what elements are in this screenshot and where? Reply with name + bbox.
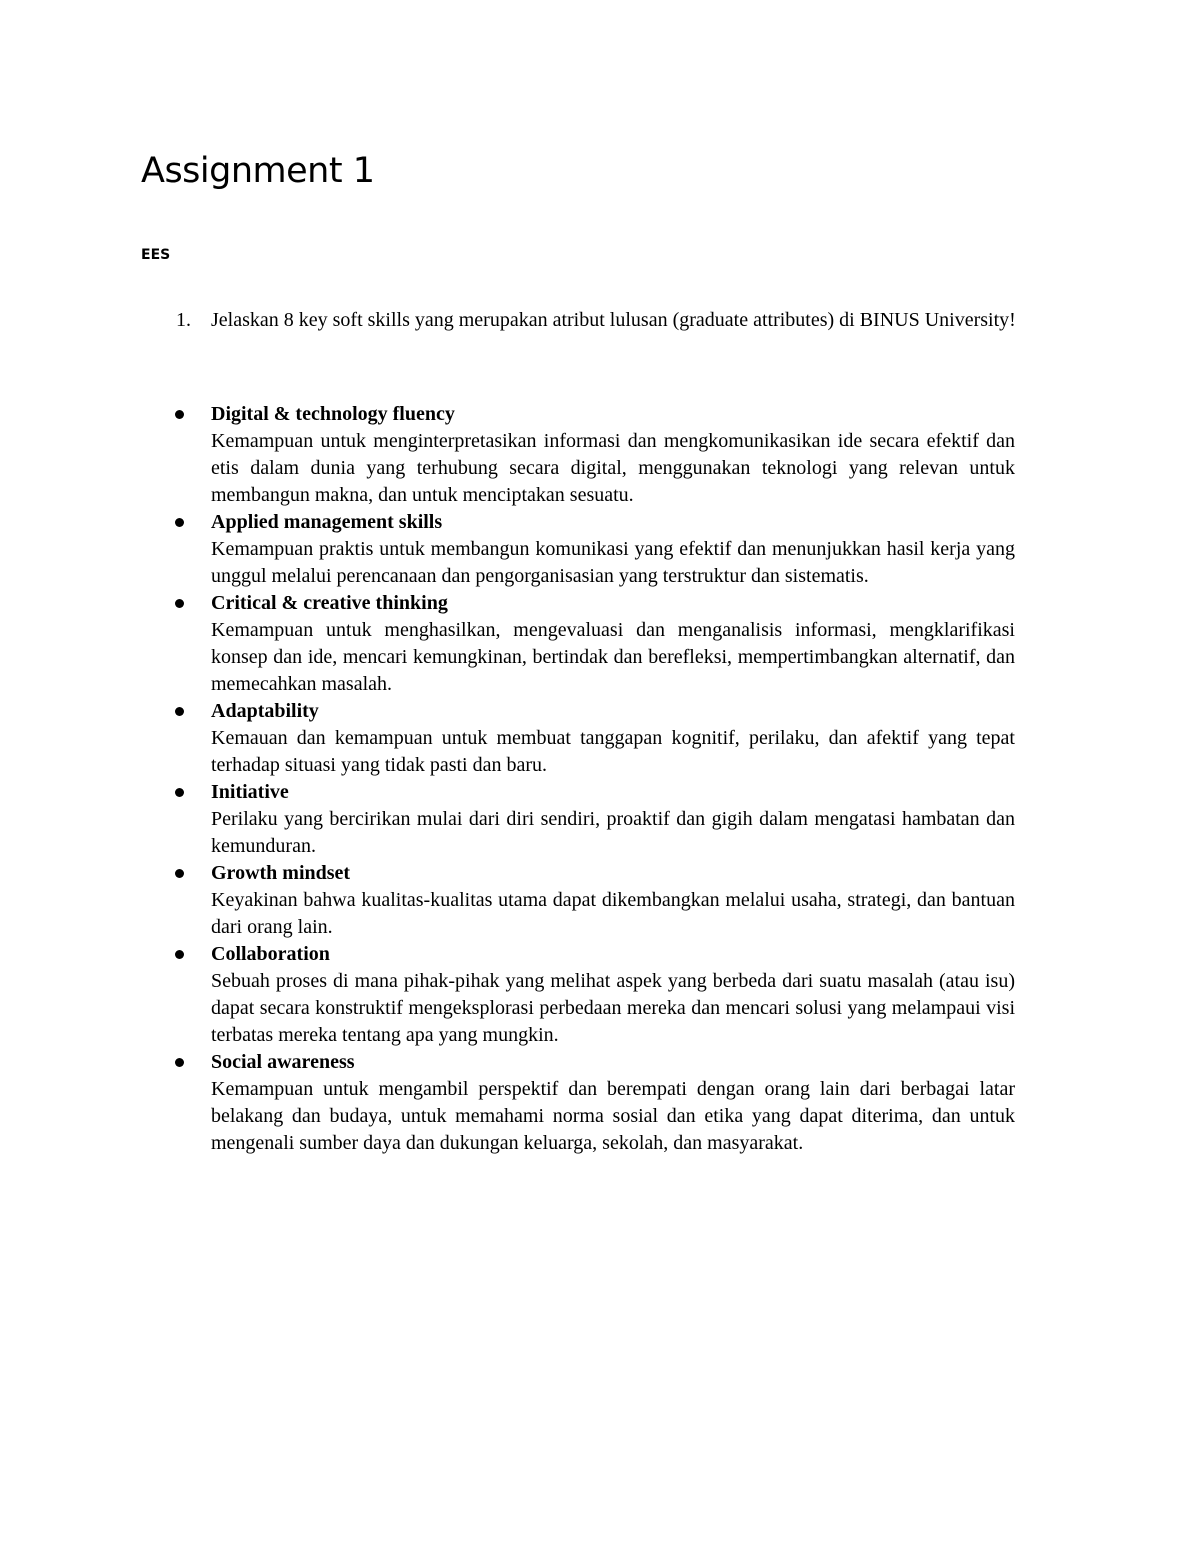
skill-item: [211, 941, 1015, 1049]
skill-item: [211, 1049, 1015, 1157]
skill-name: Growth mindset: [211, 862, 351, 884]
skill-description: Keyakinan bahwa kualitas-kualitas utama dapat dikembangkan melalui usaha, strategi, dan bantuan dari orang lain.: [211, 889, 1015, 938]
skill-name: Applied management skills: [211, 511, 443, 533]
bullet-icon: [175, 788, 184, 797]
skill-item: [211, 779, 1015, 860]
skill-name: Social awareness: [211, 1051, 355, 1073]
skill-description: Kemampuan untuk mengambil perspektif dan berempati dengan orang lain dari berbagai latar belakang dan budaya, untuk memahami norma sosial dan etika yang dapat diterima, dan untuk mengenali sumber daya dan dukungan keluarga, sekolah, dan masyarakat.: [211, 1078, 1015, 1154]
skill-description: Perilaku yang bercirikan mulai dari diri sendiri, proaktif dan gigih dalam mengatasi hambatan dan kemunduran.: [211, 808, 1015, 857]
bullet-icon: [175, 599, 184, 608]
skill-description: Kemampuan untuk menginterpretasikan informasi dan mengkomunikasikan ide secara efektif dan etis dalam dunia yang terhubung secara digital, menggunakan teknologi yang relevan untuk membangun makna, dan untuk menciptakan sesuatu.: [211, 430, 1015, 506]
skill-name: Digital & technology fluency: [211, 403, 455, 425]
skill-description: Sebuah proses di mana pihak-pihak yang melihat aspek yang berbeda dari suatu masalah (atau isu) dapat secara konstruktif mengeksplorasi perbedaan mereka dan mencari solusi yang melampaui visi terbatas mereka tentang apa yang mungkin.: [211, 970, 1015, 1046]
skill-item: [211, 860, 1015, 941]
skill-name: Initiative: [211, 781, 289, 803]
bullet-icon: [175, 1058, 184, 1067]
question-text: Jelaskan 8 key soft skills yang merupakan atribut lulusan (graduate attributes) di BINUS University!: [211, 309, 1016, 331]
bullet-icon: [175, 950, 184, 959]
bullet-icon: [175, 518, 184, 527]
skill-item: [211, 590, 1015, 698]
bullet-icon: [175, 869, 184, 878]
skill-description: Kemampuan untuk menghasilkan, mengevaluasi dan menganalisis informasi, mengklarifikasi konsep dan ide, mencari kemungkinan, bertindak dan berefleksi, mempertimbangkan alternatif, dan memecahkan masalah.: [211, 619, 1015, 695]
skill-name: Adaptability: [211, 700, 319, 722]
skill-item: [211, 698, 1015, 779]
question-item: [176, 299, 1056, 341]
skill-name: Collaboration: [211, 943, 330, 965]
skill-item: [211, 401, 1015, 509]
skill-description: Kemauan dan kemampuan untuk membuat tanggapan kognitif, perilaku, dan afektif yang tepat terhadap situasi yang tidak pasti dan baru.: [211, 727, 1015, 776]
skill-item: [211, 509, 1015, 590]
skills-list: [211, 401, 1015, 1157]
course-code: EES: [141, 247, 171, 263]
bullet-icon: [175, 707, 184, 716]
question-number: 1.: [176, 309, 191, 331]
skill-description: Kemampuan praktis untuk membangun komunikasi yang efektif dan menunjukkan hasil kerja yang unggul melalui perencanaan dan pengorganisasian yang terstruktur dan sistematis.: [211, 538, 1015, 587]
skill-name: Critical & creative thinking: [211, 592, 448, 614]
document-title: Assignment 1: [141, 151, 375, 191]
bullet-icon: [175, 410, 184, 419]
